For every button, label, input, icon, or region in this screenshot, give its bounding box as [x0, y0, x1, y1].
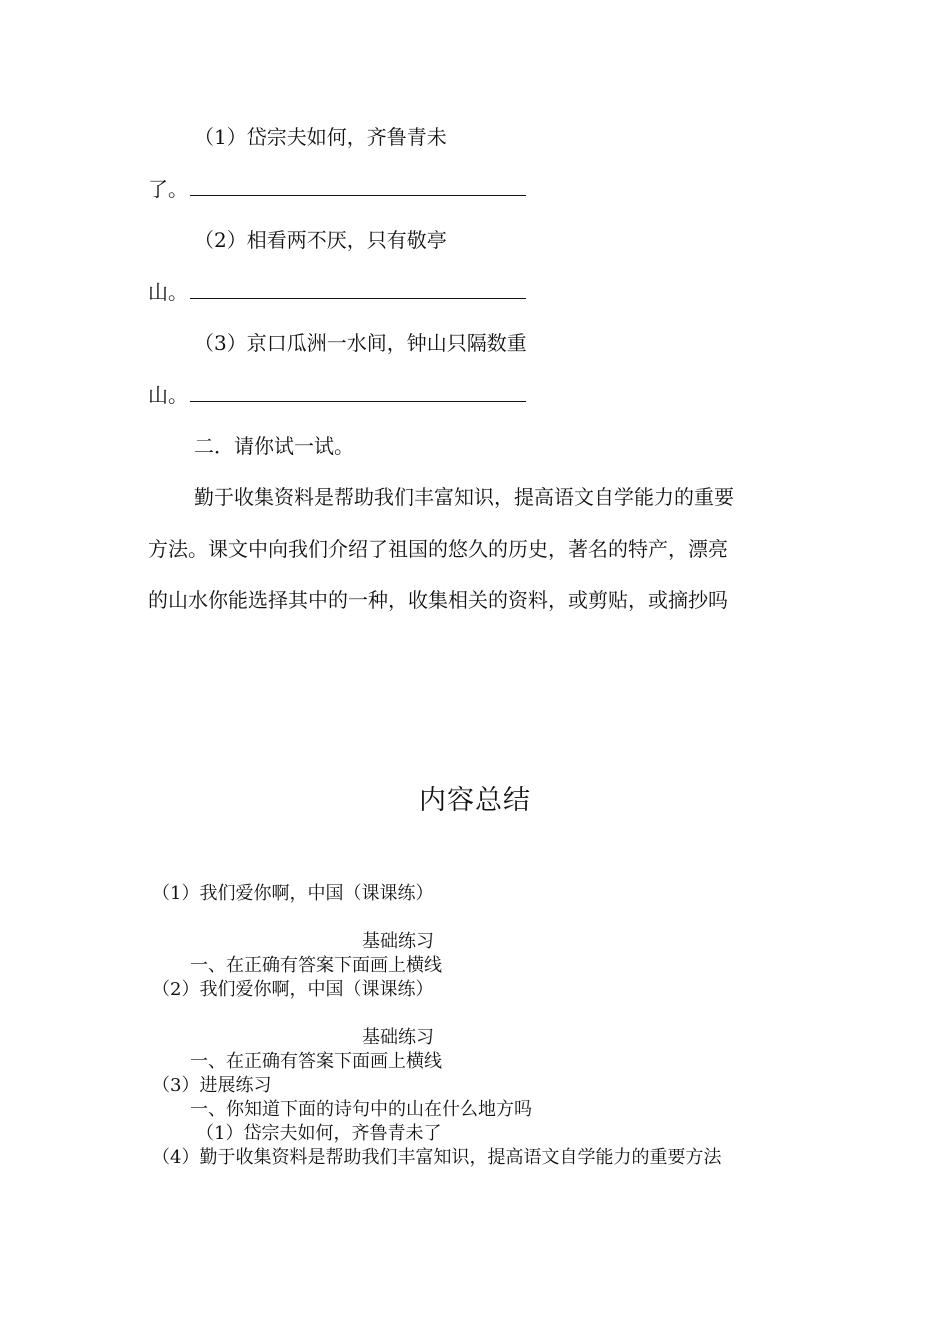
answer-blank-3[interactable] [190, 382, 526, 402]
summary-line-3: 一、在正确有答案下面画上横线 [190, 955, 442, 976]
question-1-continuation: 了。 [148, 177, 188, 201]
question-2-continuation: 山。 [148, 280, 188, 304]
answer-blank-2[interactable] [190, 279, 526, 299]
summary-line-1: （1）我们爱你啊，中国（课课练） [152, 883, 434, 904]
question-3-line2 [148, 382, 526, 408]
section-2-heading: 二．请你试一试。 [194, 434, 354, 458]
summary-line-9: （1）岱宗夫如何，齐鲁青未了 [196, 1123, 442, 1144]
summary-line-6: 一、在正确有答案下面画上横线 [190, 1051, 442, 1072]
summary-line-7: （3）进展练习 [152, 1075, 272, 1096]
answer-blank-1[interactable] [190, 176, 526, 196]
question-3-line1: （3）京口瓜洲一水间，钟山只隔数重 [194, 331, 527, 355]
paragraph-line-1: 勤于收集资料是帮助我们丰富知识，提高语文自学能力的重要 [194, 485, 734, 509]
question-1-line2 [148, 176, 526, 202]
paragraph-line-3: 的山水你能选择其中的一种，收集相关的资料，或剪贴，或摘抄吗 [148, 588, 728, 612]
question-1-line1: （1）岱宗夫如何，齐鲁青未 [194, 125, 447, 149]
summary-line-2: 基础练习 [362, 931, 434, 952]
question-2-line2 [148, 279, 526, 305]
summary-line-8: 一、你知道下面的诗句中的山在什么地方吗 [190, 1099, 532, 1120]
question-2-line1: （2）相看两不厌，只有敬亭 [194, 228, 447, 252]
question-3-continuation: 山。 [148, 383, 188, 407]
summary-line-10: （4）勤于收集资料是帮助我们丰富知识，提高语文自学能力的重要方法 [152, 1147, 722, 1168]
summary-title: 内容总结 [419, 785, 531, 816]
summary-line-5: 基础练习 [362, 1027, 434, 1048]
summary-line-4: （2）我们爱你啊，中国（课课练） [152, 979, 434, 1000]
paragraph-line-2: 方法。课文中向我们介绍了祖国的悠久的历史，著名的特产，漂亮 [148, 537, 728, 561]
